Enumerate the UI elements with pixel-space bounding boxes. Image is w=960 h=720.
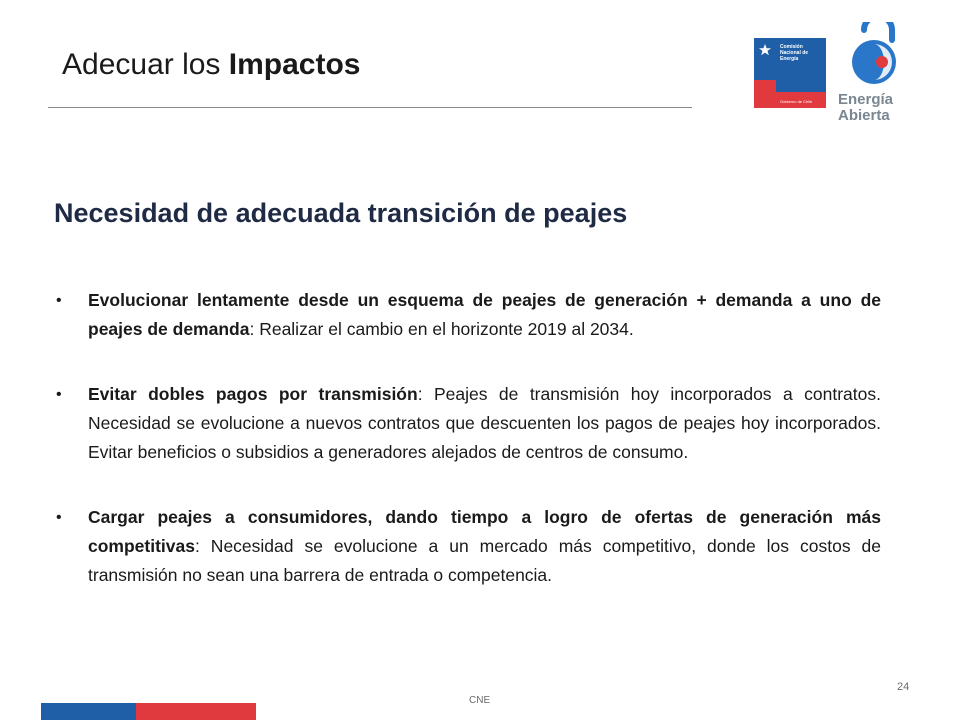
cne-logo-line-2: Nacional de: [780, 50, 809, 56]
bullet-text: : Necesidad se evolucione a un mercado más competitivo, donde los costos de transmisión no sean una barrera de entrada o competencia.: [88, 536, 881, 585]
cne-logo-red-band: [754, 80, 776, 108]
bullet-icon: •: [56, 292, 62, 309]
bullet-text: : Peajes de transmisión hoy incorporados a contratos. Necesidad se evolucione a nuevos contratos que descuenten los pagos de peajes hoy incorporados. Evitar beneficios o subsidios a generadores alejados de centros de consumo.: [88, 384, 881, 462]
cne-logo-line-1: Comisión: [780, 44, 803, 50]
energy-dot-icon: [876, 56, 888, 68]
bullet-list: [54, 286, 881, 590]
list-item: [54, 503, 881, 590]
bullet-icon: •: [56, 509, 62, 526]
footer-bar-red: [136, 703, 256, 720]
page-title-prefix: Adecuar los: [62, 48, 229, 81]
footer-label: CNE: [469, 695, 491, 706]
page-title: [62, 48, 360, 82]
bullet-icon: •: [56, 386, 62, 403]
page-number: 24: [897, 681, 910, 693]
bullet-emphasis: Cargar peajes a consumidores, dando tiempo a logro de ofertas de generación más competitivas: [88, 507, 881, 556]
energia-abierta-word-2: Abierta: [838, 107, 890, 124]
cne-logo-line-3: Energía: [780, 56, 799, 62]
list-item: [54, 286, 881, 344]
bullet-emphasis: Evitar dobles pagos por transmisión: [88, 384, 418, 404]
header-divider: [48, 107, 692, 108]
cne-logo-footer: Gobierno de Chile: [780, 99, 813, 104]
bullet-text: : Realizar el cambio en el horizonte 2019 al 2034.: [249, 319, 634, 339]
section-heading: Necesidad de adecuada transición de peajes: [54, 198, 628, 228]
padlock-shackle-icon: [864, 22, 892, 40]
energia-abierta-logo: [834, 22, 914, 124]
cne-logo: [752, 36, 828, 110]
list-item: [54, 380, 881, 467]
energia-abierta-word-1: Energía: [838, 91, 894, 108]
bullet-emphasis: Evolucionar lentamente desde un esquema de peajes de generación + demanda a uno de peajes de demanda: [88, 290, 881, 339]
page-title-emphasis: Impactos: [228, 48, 361, 81]
footer-bar-blue: [41, 703, 136, 720]
